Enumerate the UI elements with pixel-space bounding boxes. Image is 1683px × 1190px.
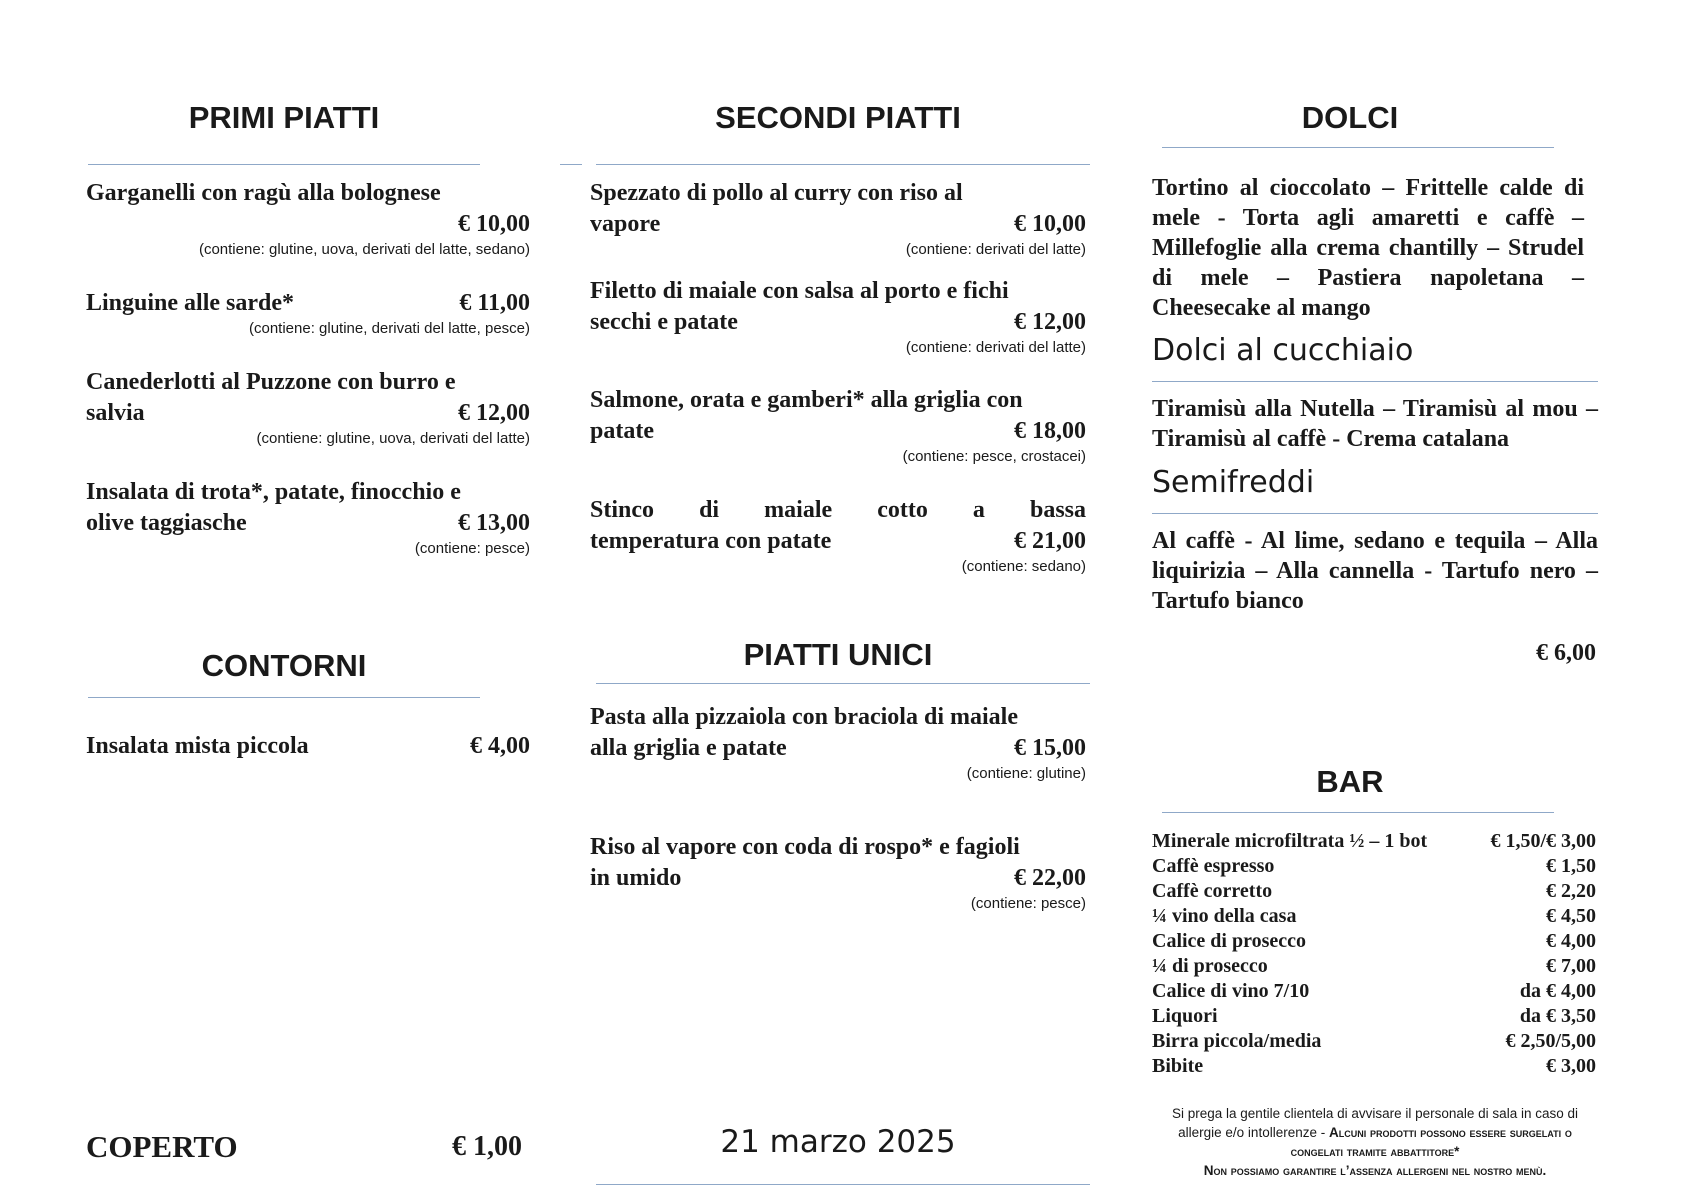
bar-row [1152,1054,1596,1079]
primi-divider [88,164,480,165]
dish-name: Riso al vapore con coda di rospo* e fagioli [590,834,1020,860]
unici-item-2 [590,832,1086,914]
allergen-note: (contiene: sedano) [961,558,1086,575]
secondi-item-2 [590,276,1086,358]
bar-item-name: Caffè espresso [1152,855,1275,877]
dish-price: € 15,00 [1014,735,1086,761]
bar-item-price: € 4,50 [1546,905,1596,927]
allergen-note: (contiene: derivati del latte) [905,241,1086,258]
dish-name-cont: vapore [590,211,661,237]
bar-item-name: Calice di prosecco [1152,930,1307,952]
dish-name-cont: salvia [86,400,145,426]
cucchiaio-list: Tiramisù alla Nutella – Tiramisù al mou – Tiramisù al caffè - Crema catalana [1152,396,1598,452]
bar-item-price: € 2,20 [1546,880,1596,902]
dish-name: Canederlotti al Puzzone con burro e [86,369,456,395]
bar-item-price: € 4,00 [1546,930,1596,952]
dish-name: Stinco di maiale cotto a bassa [590,497,1086,523]
bar-row [1152,954,1596,979]
bar-item-name: ¼ vino della casa [1152,905,1297,927]
dish-name: Spezzato di pollo al curry con riso al [590,180,963,206]
bar-row [1152,929,1596,954]
semifreddi-list: Al caffè - Al lime, sedano e tequila – Alla liquirizia – Alla cannella - Tartufo nero – Tartufo bianco [1152,528,1598,614]
contorni-title: CONTORNI [201,648,367,683]
bar-item-name: ¼ di prosecco [1152,955,1268,977]
bar-row [1152,829,1596,854]
bar-item-name: Minerale microfiltrata ½ – 1 bot [1152,830,1428,852]
dolci-price: € 6,00 [1536,640,1596,666]
unici-item-1 [590,702,1086,784]
bar-item-price: da € 4,00 [1519,980,1596,1002]
bar-item-price: € 3,00 [1546,1055,1596,1077]
bar-item-price: € 7,00 [1546,955,1596,977]
bar-row [1152,979,1596,1004]
dolci-divider [1162,147,1554,148]
contorni-item-1 [86,731,530,762]
primi-title: PRIMI PIATTI [188,100,380,135]
allergen-note: (contiene: glutine, uova, derivati del latte, sedano) [198,241,530,258]
contorni-divider [88,697,480,698]
dish-name: Salmone, orata e gamberi* alla griglia con [590,387,1023,413]
dish-name: Garganelli con ragù alla bolognese [86,180,441,206]
dish-name-cont: secchi e patate [590,309,738,335]
menu-date: 21 marzo 2025 [720,1124,956,1160]
bar-item-price: € 1,50 [1546,855,1596,877]
secondi-item-3 [590,385,1086,467]
dish-price: € 10,00 [1014,211,1086,237]
dish-price: € 13,00 [458,510,530,536]
dish-price: € 22,00 [1014,865,1086,891]
dish-name: Linguine alle sarde* [86,290,295,316]
cucchiaio-divider [1152,381,1598,382]
notice-line [1140,1123,1610,1142]
dish-price: € 18,00 [1014,418,1086,444]
unici-title: PIATTI UNICI [743,637,933,672]
bar-item-name: Bibite [1152,1055,1204,1077]
allergen-note: (contiene: glutine) [966,765,1086,782]
bar-row [1152,879,1596,904]
primi-item-1 [86,178,530,260]
dish-name-cont: alla griglia e patate [590,735,787,761]
dish-price: € 11,00 [459,290,530,316]
allergen-note: (contiene: pesce) [970,895,1086,912]
dish-price: € 12,00 [458,400,530,426]
dolci-list: Tortino al cioccolato – Frittelle calde di mele - Torta agli amaretti e caffè – Millefoglie alla crema chantilly – Strudel di mele – Pastiera napoletana – Cheesecake al mango [1152,175,1584,321]
secondi-divider-stub [560,164,582,165]
dish-name: Pasta alla pizzaiola con braciola di maiale [590,704,1018,730]
notice-line: congelati tramite abbattitore* [1290,1144,1460,1159]
secondi-item-1 [590,178,1086,260]
allergen-note: (contiene: glutine, uova, derivati del latte) [256,430,530,447]
semifreddi-divider [1152,513,1598,514]
dish-name-cont: patate [590,418,654,444]
dish-name-cont: in umido [590,865,682,891]
notice-line: Si prega la gentile clientela di avvisare il personale di sala in caso di [1172,1106,1578,1121]
dish-price: € 12,00 [1014,309,1086,335]
secondi-divider [596,164,1090,165]
allergy-notice [1140,1104,1610,1180]
coperto-label: COPERTO [86,1129,238,1164]
semifreddi-title: Semifreddi [1152,465,1315,500]
bar-item-price: € 2,50/5,00 [1505,1030,1596,1052]
allergen-note: (contiene: pesce, crostacei) [902,448,1086,465]
bar-item-name: Birra piccola/media [1152,1030,1322,1052]
bar-title: BAR [1316,764,1384,799]
bar-item-name: Calice di vino 7/10 [1152,980,1310,1002]
primi-item-2 [86,288,530,339]
date-divider [596,1184,1090,1185]
primi-item-4 [86,477,530,559]
bar-item-price: da € 3,50 [1519,1005,1596,1027]
bar-row [1152,854,1596,879]
coperto-price: € 1,00 [452,1131,522,1162]
cucchiaio-title: Dolci al cucchiaio [1152,333,1414,368]
bar-row [1152,1004,1596,1029]
dish-name-cont: temperatura con patate [590,528,832,554]
primi-item-3 [86,367,530,449]
bar-row [1152,904,1596,929]
bar-divider [1162,812,1554,813]
allergen-note: (contiene: pesce) [414,540,530,557]
bar-row [1152,1029,1596,1054]
secondi-item-4 [590,495,1086,577]
bar-item-price: € 1,50/€ 3,00 [1490,830,1596,852]
notice-line: Non possiamo garantire l’assenza allergeni nel nostro menù. [1203,1163,1547,1178]
dish-name: Insalata di trota*, patate, finocchio e [86,479,461,505]
notice-text: allergie e/o intollerenze - [1178,1125,1329,1140]
coperto-row [86,1131,522,1162]
allergen-note: (contiene: derivati del latte) [905,339,1086,356]
secondi-title: SECONDI PIATTI [715,100,961,135]
bar-item-name: Caffè corretto [1152,880,1273,902]
dish-price: € 10,00 [458,211,530,237]
unici-divider [596,683,1090,684]
dish-name: Filetto di maiale con salsa al porto e fichi [590,278,1009,304]
dish-price: € 21,00 [1014,528,1086,554]
notice-emphasis: Alcuni prodotti possono essere surgelati o [1328,1125,1572,1140]
dolci-title: DOLCI [1301,100,1399,135]
allergen-note: (contiene: glutine, derivati del latte, pesce) [249,320,530,337]
bar-list [1152,829,1596,1079]
dish-name: Insalata mista piccola [86,733,309,759]
dish-price: € 4,00 [470,733,530,759]
bar-item-name: Liquori [1152,1005,1218,1027]
dish-name-cont: olive taggiasche [86,510,247,536]
